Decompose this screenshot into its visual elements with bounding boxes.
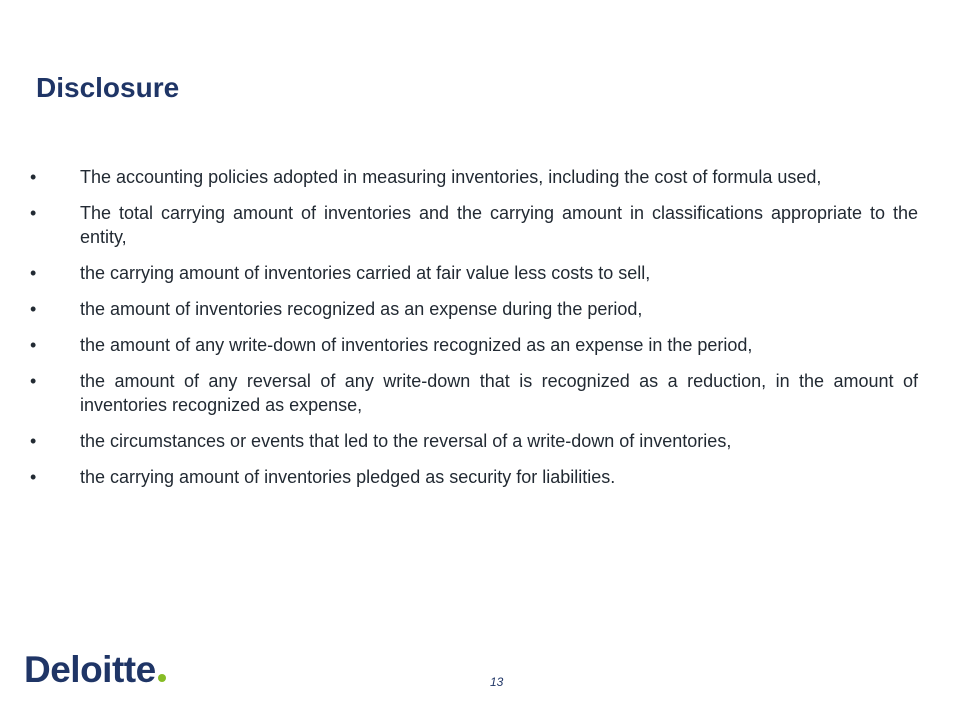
bullet-item bbox=[30, 465, 918, 489]
bullet-marker: • bbox=[30, 467, 37, 487]
bullet-item bbox=[30, 201, 918, 249]
bullet-item bbox=[30, 429, 918, 453]
bullet-text: The accounting policies adopted in measuring inventories, including the cost of formula used, bbox=[80, 167, 822, 187]
logo-dot-icon bbox=[158, 674, 166, 682]
bullet-marker: • bbox=[30, 167, 37, 187]
page-number: 13 bbox=[490, 675, 504, 689]
bullet-text: the circumstances or events that led to the reversal of a write-down of inventories, bbox=[80, 431, 732, 451]
bullet-marker: • bbox=[30, 335, 37, 355]
bullet-text: the amount of any reversal of any write-down that is recognized as a reduction, in the amount of inventories recognized as expense, bbox=[80, 371, 918, 415]
bullet-marker: • bbox=[30, 203, 37, 223]
bullet-item bbox=[30, 297, 918, 321]
bullet-text: the amount of any write-down of inventories recognized as an expense in the period, bbox=[80, 335, 753, 355]
bullet-marker: • bbox=[30, 263, 37, 283]
bullet-item bbox=[30, 165, 918, 189]
bullet-item bbox=[30, 333, 918, 357]
bullet-marker: • bbox=[30, 299, 37, 319]
bullet-item bbox=[30, 369, 918, 417]
slide-title: Disclosure bbox=[36, 72, 180, 103]
bullet-item bbox=[30, 261, 918, 285]
bullet-marker: • bbox=[30, 371, 37, 391]
bullet-text: the amount of inventories recognized as an expense during the period, bbox=[80, 299, 643, 319]
bullet-marker: • bbox=[30, 431, 37, 451]
bullet-list bbox=[30, 165, 918, 501]
bullet-text: the carrying amount of inventories pledged as security for liabilities. bbox=[80, 467, 616, 487]
bullet-text: the carrying amount of inventories carried at fair value less costs to sell, bbox=[80, 263, 651, 283]
bullet-text: The total carrying amount of inventories and the carrying amount in classifications appropriate to the entity, bbox=[80, 203, 918, 247]
deloitte-logo bbox=[24, 648, 166, 692]
logo-wordmark: Deloitte bbox=[24, 649, 156, 690]
